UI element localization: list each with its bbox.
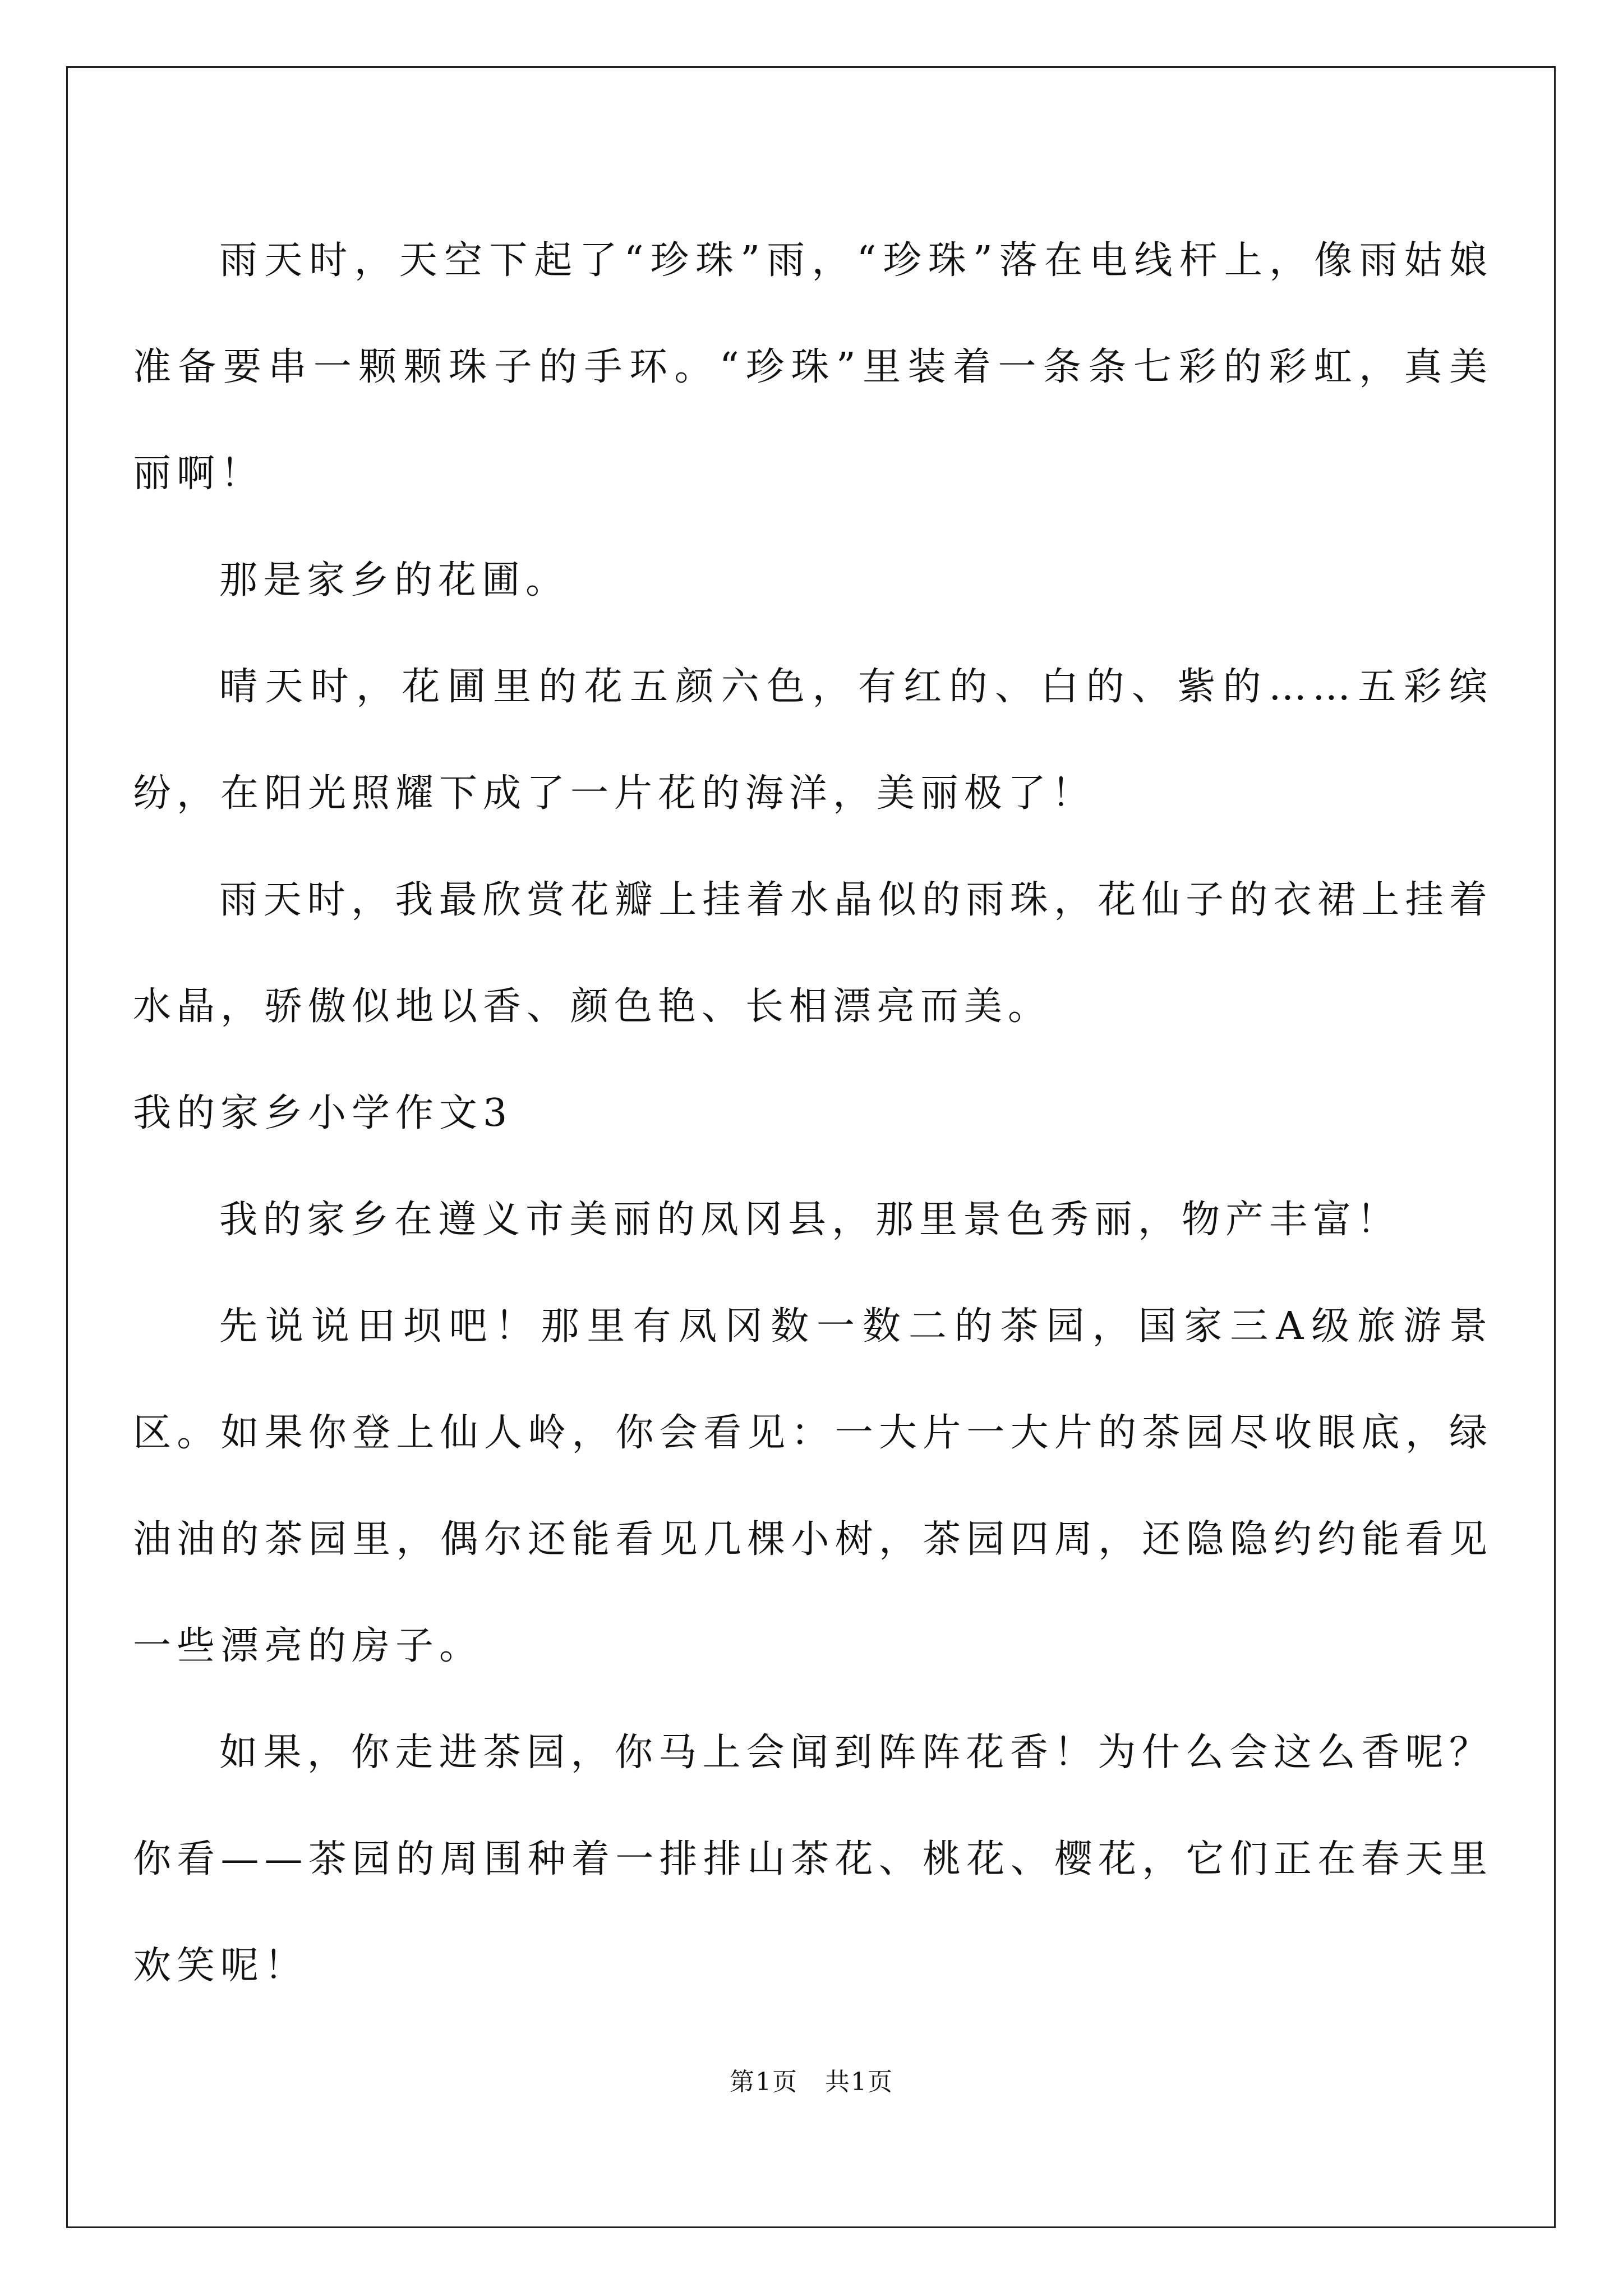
paragraph: 我的家乡在遵义市美丽的凤冈县，那里景色秀丽，物产丰富！ <box>219 1198 1401 1242</box>
section-heading: 我的家乡小学作文3 <box>133 1091 513 1135</box>
paragraph: 晴天时，花圃里的花五颜六色，有红的、白的、紫的……五彩缤纷，在阳光照耀下成了一片花的海洋，美丽极了！ <box>133 665 1493 816</box>
page-number-current: 第1页 <box>730 2068 799 2096</box>
page-footer <box>0 2065 1623 2099</box>
document-body <box>133 208 1493 2019</box>
paragraph: 雨天时，我最欣赏花瓣上挂着水晶似的雨珠，花仙子的衣裙上挂着水晶，骄傲似地以香、颜色艳、长相漂亮而美。 <box>133 878 1493 1029</box>
page-number-total: 共1页 <box>824 2068 893 2096</box>
paragraph: 先说说田坝吧！那里有凤冈数一数二的茶园，国家三A级旅游景区。如果你登上仙人岭，你会看见：一大片一大片的茶园尽收眼底，绿油油的茶园里，偶尔还能看见几棵小树，茶园四周，还隐隐约约能看见一些漂亮的房子。 <box>133 1304 1493 1668</box>
footer-spacer <box>798 2068 825 2096</box>
paragraph: 雨天时，天空下起了“珍珠”雨，“珍珠”落在电线杆上，像雨姑娘准备要串一颗颗珠子的手环。“珍珠”里装着一条条七彩的彩虹，真美丽啊！ <box>133 238 1493 496</box>
paragraph: 那是家乡的花圃。 <box>219 558 570 602</box>
paragraph: 如果，你走进茶园，你马上会闻到阵阵花香！为什么会这么香呢？你看——茶园的周围种着一排排山茶花、桃花、樱花，它们正在春天里欢笑呢！ <box>133 1731 1493 1988</box>
